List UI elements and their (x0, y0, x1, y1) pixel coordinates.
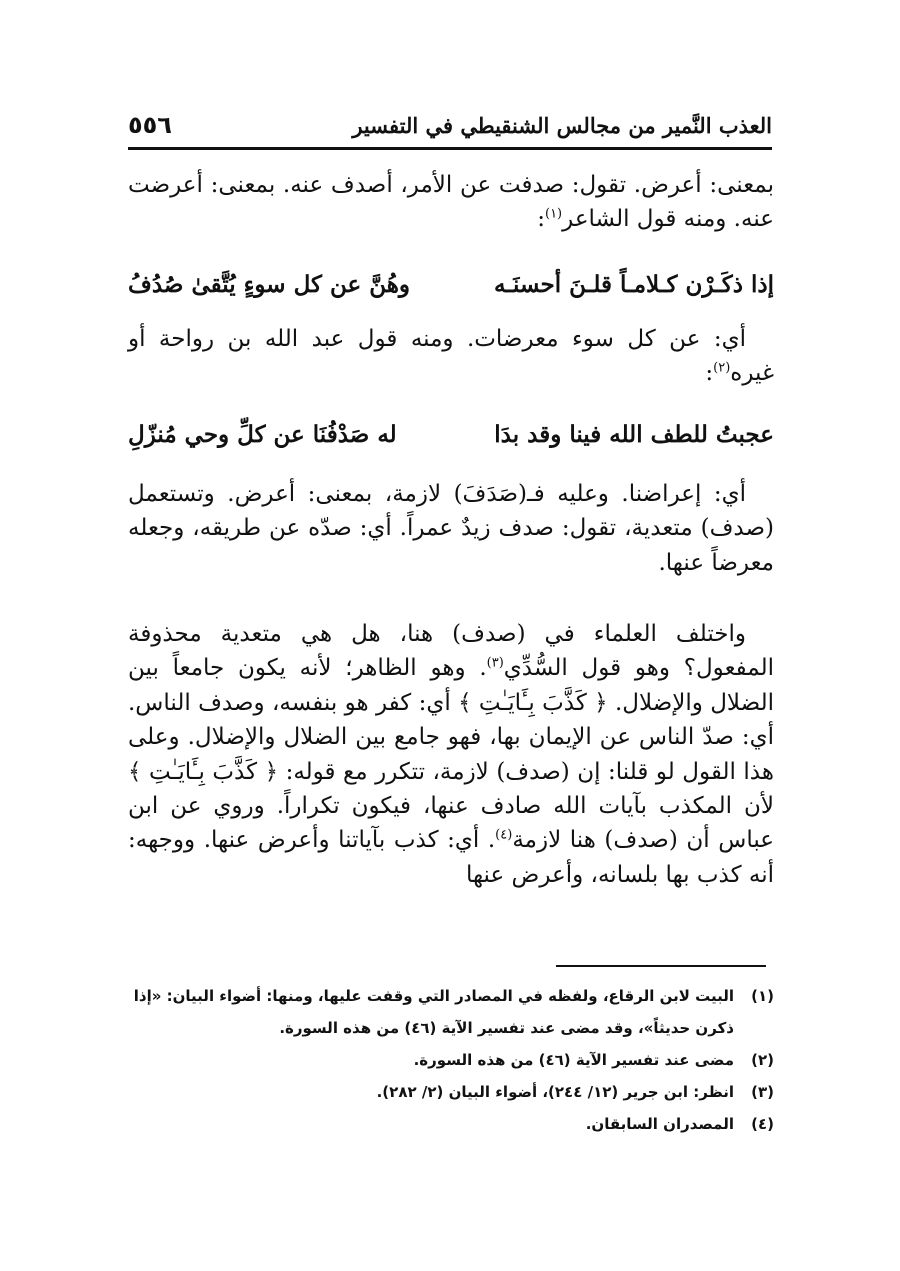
footnote-ref-2[interactable]: (٢) (713, 360, 731, 376)
paragraph-4-part-3: . أي: كذب بآياتنا وأعرض عنها. ووجهه: أنه كذب بها بلسانه، وأعرض عنها (128, 827, 774, 888)
poem-verse-2 (128, 416, 774, 452)
footnote-1-text: البيت لابن الرقاع، ولفظه في المصادر التي وقفت عليها، ومنها: أضواء البيان: «إذا ذكرن حديثاً»، وقد مضى عند تفسير الآية (٤٦) من هذه السورة. (133, 987, 734, 1037)
paragraph-1 (128, 168, 774, 237)
verse-1-first-hemistich: إذا ذكَـرْن كـلامـاً قلـنَ أحسنَـه (493, 270, 774, 298)
paragraph-2 (128, 322, 774, 391)
footnote-4 (126, 1108, 774, 1140)
verse-2-first-hemistich: عجبتُ للطف الله فينا وقد بدَا (494, 420, 774, 448)
footnote-ref-1[interactable]: (١) (544, 206, 563, 222)
paragraph-4-part-1: واختلف العلماء في (صدف) هنا، هل هي متعدية محذوفة المفعول؟ وهو قول السُّدِّي (128, 621, 774, 682)
footnotes (126, 980, 774, 1140)
footnote-3-number: (٣) (751, 1083, 774, 1101)
footnote-2-number: (٢) (751, 1051, 774, 1069)
running-title: العذب النَّمير من مجالس الشنقيطي في التفسير (352, 112, 772, 138)
verse-1-second-hemistich: وهُنَّ عن كل سوءٍ يُتَّقىٰ صُدُفُ (128, 270, 410, 298)
footnote-3 (126, 1076, 774, 1108)
poem-verse-1 (128, 266, 774, 302)
footnote-separator (556, 965, 766, 967)
paragraph-3-text: أي: إعراضنا. وعليه فـ(صَدَفَ) لازمة، بمعنى: أعرض. وتستعمل (صدف) متعدية، تقول: صدف زيدٌ عمراً. أي: صدّه عن طريقه، وجعله معرضاً عنها. (128, 481, 774, 576)
footnote-1-number: (١) (751, 987, 774, 1005)
footnote-4-text: المصدران السابقان. (585, 1115, 734, 1133)
paragraph-2-text: أي: عن كل سوء معرضات. ومنه قول عبد الله بن رواحة أو غيره (128, 326, 774, 387)
footnote-2-text: مضى عند تفسير الآية (٤٦) من هذه السورة. (413, 1051, 734, 1069)
footnote-2 (126, 1044, 774, 1076)
footnote-ref-3[interactable]: (٣) (486, 655, 504, 671)
paragraph-4-part-2: . وهو الظاهر؛ لأنه يكون جامعاً بين الضلال والإضلال. ﴿ كَذَّبَ بِـَٔايَـٰتِ ﴾ أي: كفر هو بنفسه، وصدف الناس. أي: صدّ الناس عن الإيمان بها، فهو جامع بين الضلال والإضلال. وعلى هذا القول لو قلنا: إن (صدف) لازمة، تتكرر مع قوله: ﴿ كَذَّبَ بِـَٔايَـٰتِ ﴾ لأن المكذب بآيات الله صادف عنها، فيكون تكراراً. وروي عن ابن عباس أن (صدف) هنا لازمة (128, 655, 774, 854)
footnote-ref-4[interactable]: (٤) (495, 827, 513, 843)
paragraph-4 (128, 617, 774, 892)
verse-2-second-hemistich: له صَدْفُنَا عن كلِّ وحي مُنزّلِ (128, 420, 397, 448)
paragraph-3 (128, 477, 774, 580)
paragraph-2-tail: : (705, 360, 714, 387)
page-number: ٥٥٦ (128, 111, 172, 139)
running-header (128, 103, 772, 150)
paragraph-1-text: بمعنى: أعرض. تقول: صدفت عن الأمر، أصدف عنه. بمعنى: أعرضت عنه. ومنه قول الشاعر (128, 172, 774, 233)
footnote-3-text: انظر: ابن جرير (١٢/ ٢٤٤)، أضواء البيان (٢/ ٢٨٢). (376, 1083, 734, 1101)
footnote-4-number: (٤) (751, 1115, 774, 1133)
paragraph-1-tail: : (537, 206, 545, 233)
footnote-1 (126, 980, 774, 1044)
